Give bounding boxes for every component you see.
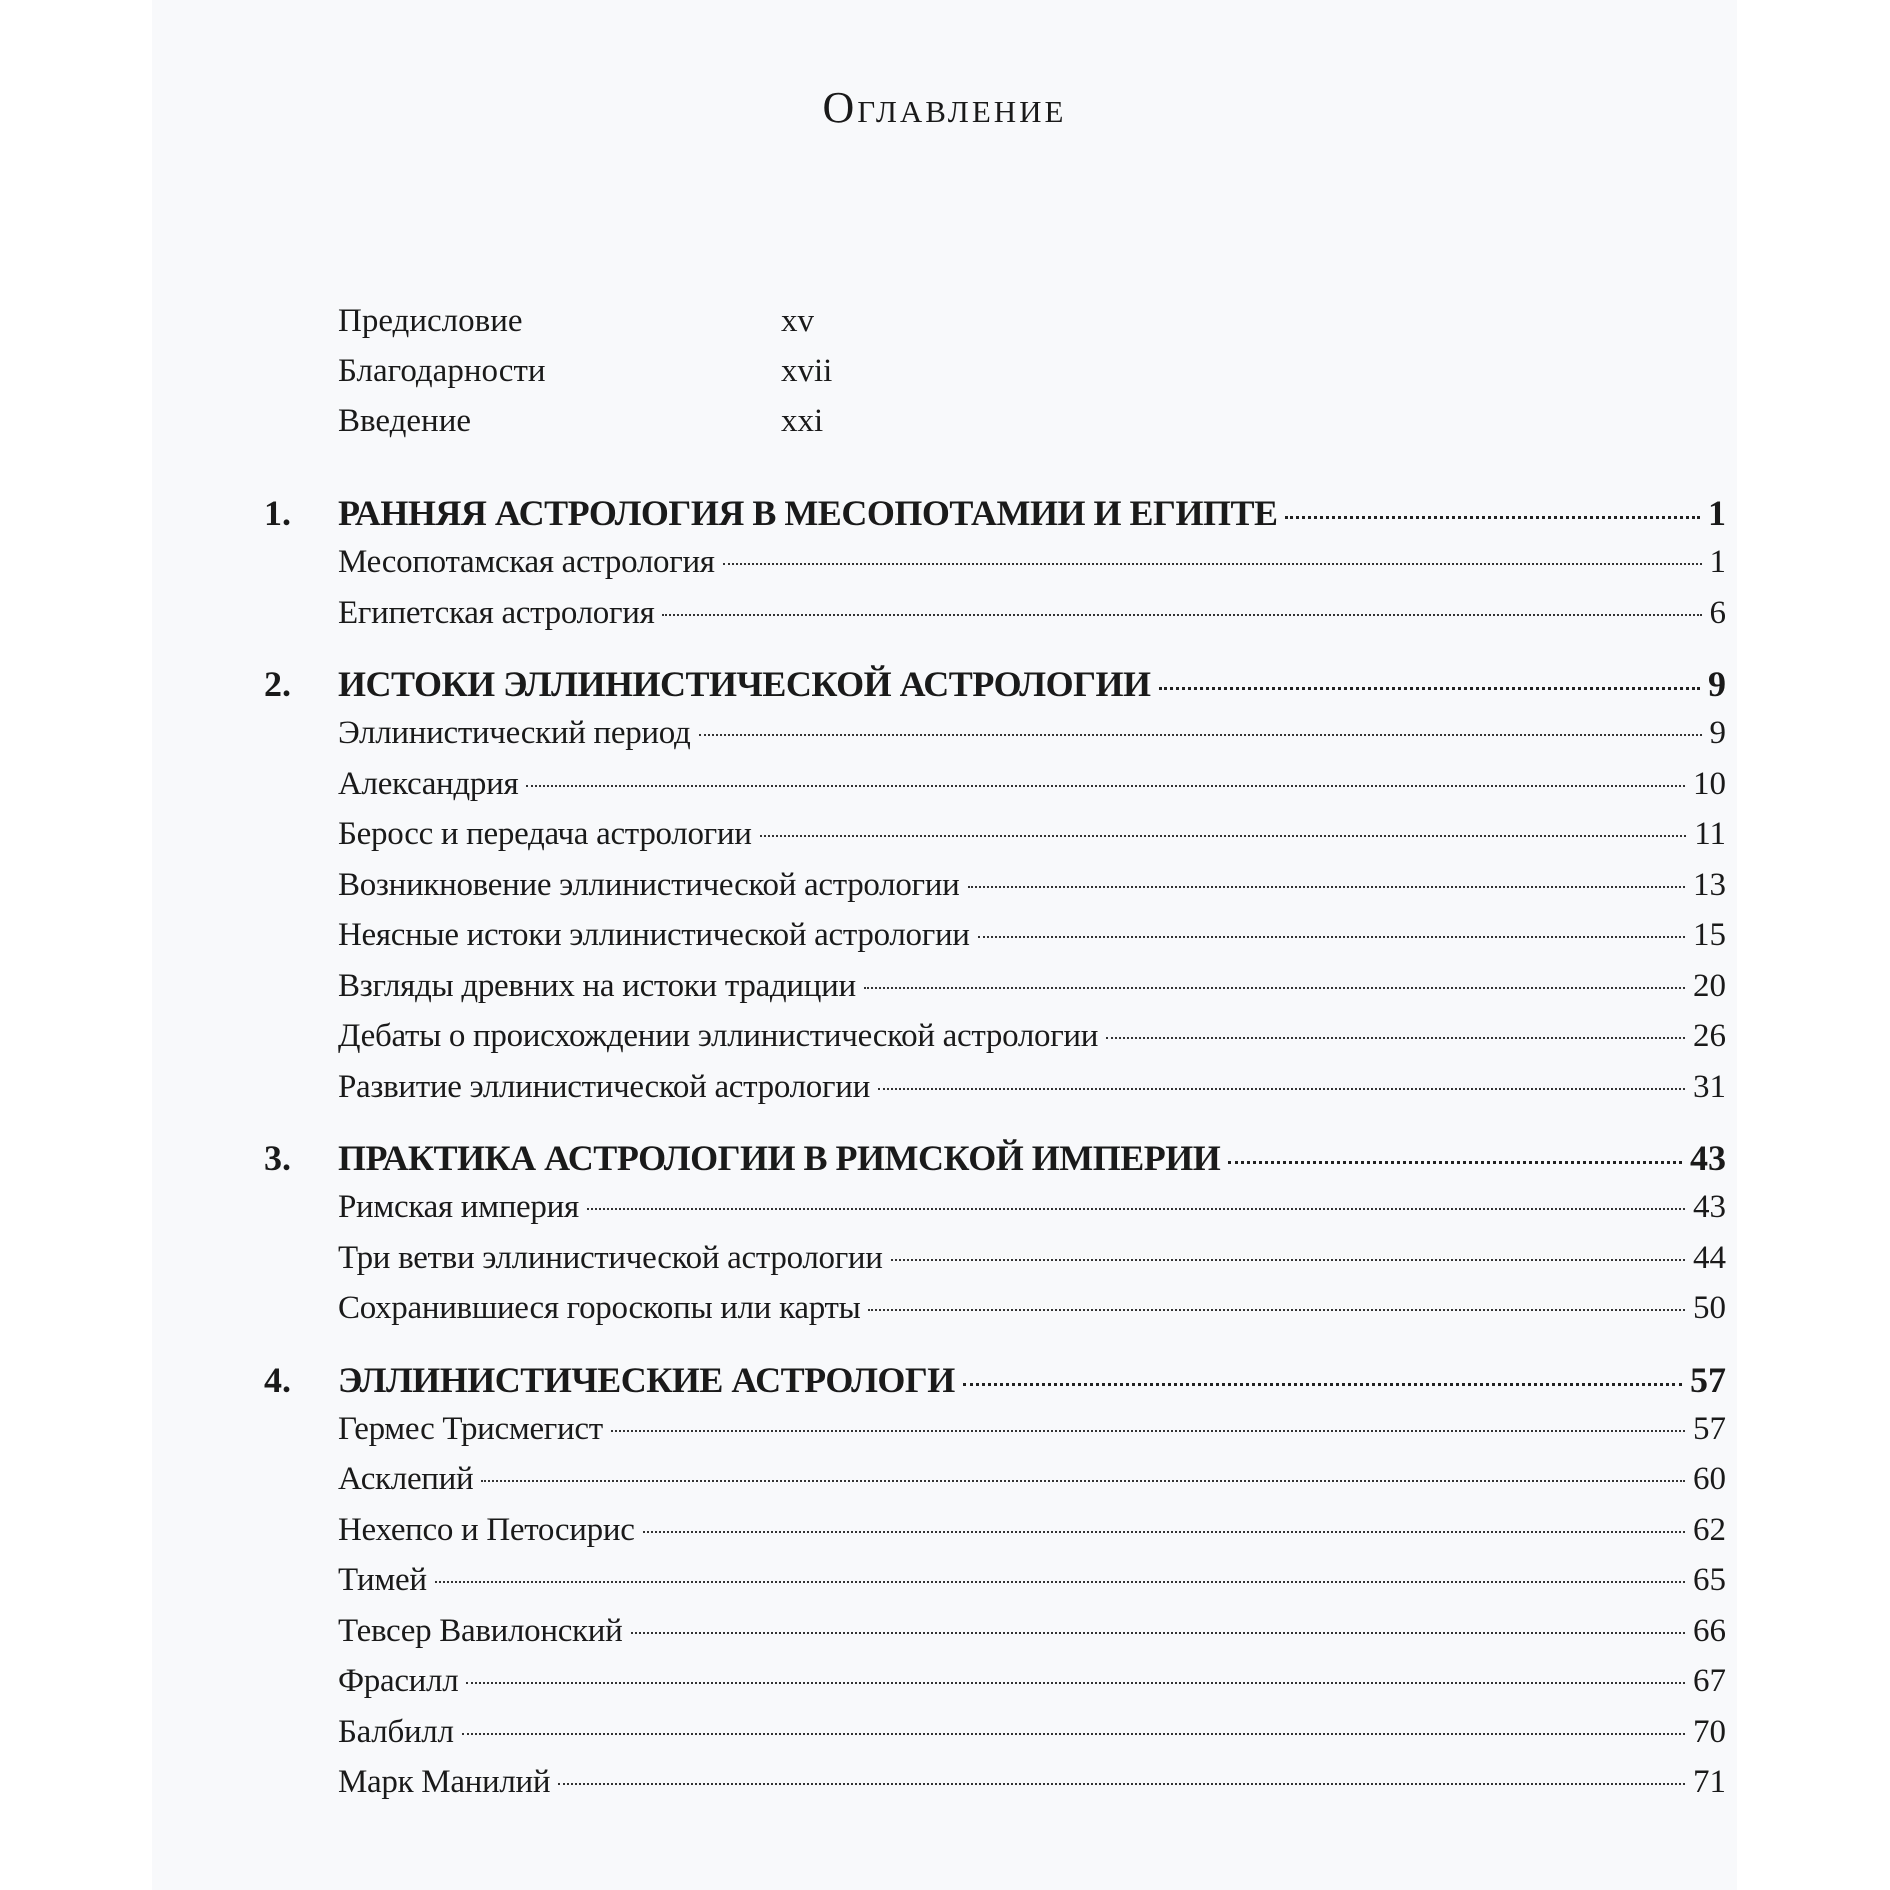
front-matter-item xyxy=(338,353,832,403)
chapter-number: 2. xyxy=(264,664,291,704)
dot-leader xyxy=(723,563,1702,565)
chapter-title: ИСТОКИ ЭЛЛИНИСТИЧЕСКОЙ АСТРОЛОГИИ xyxy=(338,664,1151,704)
dot-leader xyxy=(435,1581,1685,1583)
section-title: Римская империя xyxy=(338,1189,579,1225)
dot-leader xyxy=(760,835,1687,837)
section-entry xyxy=(338,1613,1726,1664)
section-title: Тевсер Вавилонский xyxy=(338,1612,623,1649)
chapter-title: РАННЯЯ АСТРОЛОГИЯ В МЕСОПОТАМИИ И ЕГИПТЕ xyxy=(338,493,1278,533)
chapter xyxy=(264,492,1842,645)
section-page-number: 9 xyxy=(1709,715,1726,751)
section-title: Нехепсо и Петосирис xyxy=(338,1511,635,1548)
section-title: Асклепий xyxy=(338,1461,474,1497)
dot-leader xyxy=(963,1383,1682,1386)
chapter-page-number: 1 xyxy=(1708,493,1726,533)
section-title: Развитие эллинистической астрологии xyxy=(338,1068,870,1105)
section-title: Дебаты о происхождении эллинистической астрологии xyxy=(338,1018,1099,1054)
book-page xyxy=(152,0,1737,1890)
section-entry xyxy=(338,595,1726,646)
chapter xyxy=(264,1359,1842,1815)
section-page-number: 44 xyxy=(1693,1239,1726,1276)
section-page-number: 43 xyxy=(1693,1189,1726,1225)
section-entry xyxy=(338,1663,1726,1714)
dot-leader xyxy=(864,987,1685,989)
dot-leader xyxy=(558,1783,1685,1785)
section-title: Беросс и передача астрологии xyxy=(338,816,752,852)
section-page-number: 31 xyxy=(1693,1068,1726,1105)
section-entry xyxy=(338,1764,1726,1815)
section-page-number: 71 xyxy=(1693,1764,1726,1800)
dot-leader xyxy=(1285,516,1700,519)
section-entry xyxy=(338,1240,1726,1291)
front-matter-item xyxy=(338,403,832,453)
dot-leader xyxy=(1106,1037,1685,1039)
front-matter-label: Предисловие xyxy=(338,303,523,339)
section-entry xyxy=(338,544,1726,595)
section-title: Три ветви эллинистической астрологии xyxy=(338,1239,883,1276)
dot-leader xyxy=(466,1682,1685,1684)
chapter-number: 4. xyxy=(264,1359,291,1400)
dot-leader xyxy=(643,1531,1685,1533)
section-entry xyxy=(338,1714,1726,1765)
dot-leader xyxy=(611,1430,1685,1432)
section-title: Сохранившиеся гороскопы или карты xyxy=(338,1290,861,1326)
section-page-number: 60 xyxy=(1693,1461,1726,1497)
section-title: Фрасилл xyxy=(338,1663,459,1699)
section-page-number: 62 xyxy=(1693,1511,1726,1548)
section-entry xyxy=(338,917,1726,968)
section-page-number: 57 xyxy=(1693,1410,1726,1447)
section-title: Месопотамская астрология xyxy=(338,544,715,580)
section-page-number: 20 xyxy=(1693,967,1726,1004)
dot-leader xyxy=(978,936,1685,938)
section-page-number: 15 xyxy=(1693,917,1726,953)
front-matter-item xyxy=(338,303,832,353)
section-page-number: 50 xyxy=(1693,1290,1726,1326)
front-matter-page: xvii xyxy=(781,353,833,389)
section-entry xyxy=(338,816,1726,867)
section-entry xyxy=(338,1069,1726,1120)
chapter-title: ЭЛЛИНИСТИЧЕСКИЕ АСТРОЛОГИ xyxy=(338,1359,955,1400)
dot-leader xyxy=(878,1088,1685,1090)
dot-leader xyxy=(481,1480,1685,1482)
section-entry xyxy=(338,867,1726,918)
section-title: Марк Манилий xyxy=(338,1764,551,1800)
chapter-number: 3. xyxy=(264,1138,291,1178)
chapter-heading xyxy=(264,1137,1726,1189)
section-entry xyxy=(338,1411,1726,1462)
section-page-number: 13 xyxy=(1693,866,1726,903)
dot-leader xyxy=(587,1208,1685,1210)
dot-leader xyxy=(968,886,1685,888)
section-entry xyxy=(338,1189,1726,1240)
dot-leader xyxy=(699,734,1702,736)
front-matter-page: xv xyxy=(781,303,814,339)
chapter-page-number: 43 xyxy=(1690,1138,1726,1178)
front-matter-list xyxy=(338,303,832,453)
chapter-page-number: 57 xyxy=(1690,1359,1726,1400)
section-page-number: 65 xyxy=(1693,1562,1726,1598)
section-title: Неясные истоки эллинистической астрологии xyxy=(338,917,970,953)
section-entry xyxy=(338,715,1726,766)
dot-leader xyxy=(631,1632,1685,1634)
section-title: Александрия xyxy=(338,765,519,802)
dot-leader xyxy=(868,1309,1685,1311)
section-title: Гермес Трисмегист xyxy=(338,1410,603,1447)
dot-leader xyxy=(526,785,1685,787)
section-entry xyxy=(338,968,1726,1019)
table-of-contents xyxy=(264,492,1842,1833)
section-page-number: 26 xyxy=(1693,1018,1726,1054)
section-page-number: 11 xyxy=(1694,816,1726,852)
section-page-number: 67 xyxy=(1693,1663,1726,1699)
section-title: Возникновение эллинистической астрологии xyxy=(338,866,960,903)
chapter-number: 1. xyxy=(264,493,291,533)
section-page-number: 10 xyxy=(1693,765,1726,802)
front-matter-label: Введение xyxy=(338,403,472,439)
dot-leader xyxy=(462,1733,1685,1735)
section-title: Балбилл xyxy=(338,1713,454,1750)
section-title: Египетская астрология xyxy=(338,594,655,631)
section-page-number: 1 xyxy=(1709,544,1726,580)
front-matter-page: xxi xyxy=(781,403,824,439)
chapter xyxy=(264,1137,1842,1341)
page-title: Оглавление xyxy=(822,83,1067,132)
dot-leader xyxy=(1228,1161,1682,1164)
chapter xyxy=(264,663,1842,1119)
chapter-heading xyxy=(264,492,1726,544)
dot-leader xyxy=(1159,687,1700,690)
chapter-heading xyxy=(264,1359,1726,1411)
section-entry xyxy=(338,1512,1726,1563)
section-entry xyxy=(338,1562,1726,1613)
front-matter-label: Благодарности xyxy=(338,353,546,389)
section-entry xyxy=(338,766,1726,817)
section-title: Взгляды древних на истоки традиции xyxy=(338,967,856,1004)
chapter-page-number: 9 xyxy=(1708,664,1726,704)
section-entry xyxy=(338,1018,1726,1069)
chapter-heading xyxy=(264,663,1726,715)
section-page-number: 6 xyxy=(1709,594,1726,631)
section-title: Тимей xyxy=(338,1562,427,1598)
section-page-number: 70 xyxy=(1693,1713,1726,1750)
section-page-number: 66 xyxy=(1693,1612,1726,1649)
dot-leader xyxy=(662,614,1701,616)
section-entry xyxy=(338,1461,1726,1512)
chapter-title: ПРАКТИКА АСТРОЛОГИИ В РИМСКОЙ ИМПЕРИИ xyxy=(338,1138,1221,1178)
section-entry xyxy=(338,1290,1726,1341)
section-title: Эллинистический период xyxy=(338,715,691,751)
dot-leader xyxy=(891,1259,1685,1261)
